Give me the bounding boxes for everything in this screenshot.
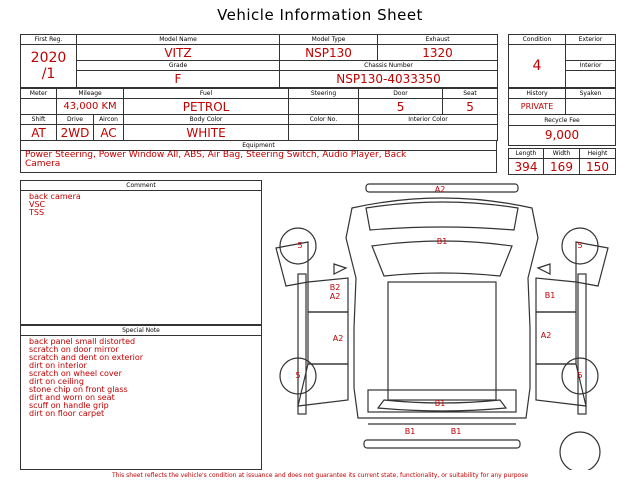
mark-right-front-door: B1 (544, 291, 556, 300)
history-value: PRIVATE (509, 99, 566, 115)
model-name-value: VITZ (77, 45, 280, 61)
special-note-label: Special Note (21, 326, 261, 336)
equipment-line-2: Camera (25, 159, 61, 169)
special-note-line: stone chip on front glass (29, 385, 128, 394)
car-damage-diagram (268, 178, 620, 470)
grade-label: Grade (77, 61, 280, 71)
shift-label: Shift (21, 115, 57, 125)
mark-wheel-fr: 5 (577, 241, 583, 250)
equipment-box (20, 140, 497, 173)
condition-value: 4 (509, 45, 566, 88)
roof-outline (388, 282, 496, 400)
exhaust-value: 1320 (378, 45, 498, 61)
meter-label: Meter (21, 89, 57, 99)
spec-table (20, 88, 498, 141)
aircon-label: Aircon (94, 115, 124, 125)
mark-left-front-door-2: A2 (329, 292, 341, 301)
drive-label: Drive (57, 115, 94, 125)
rear-bumper-outline (364, 440, 520, 448)
height-value: 150 (580, 159, 616, 175)
right-mirror-outline (538, 264, 550, 274)
height-label: Height (580, 149, 616, 159)
right-front-door-outline (536, 278, 576, 312)
special-note-line: scuff on handle grip (29, 401, 109, 410)
steering-label: Steering (289, 89, 359, 99)
mark-left-front-door-1: B2 (329, 283, 341, 292)
mark-trunk: B1 (434, 399, 446, 408)
body-color-label: Body Color (124, 115, 289, 125)
history-label: History (509, 89, 566, 99)
length-value: 394 (509, 159, 544, 175)
mark-wheel-fl: 5 (297, 241, 303, 250)
special-note-line: dirt on ceiling (29, 377, 84, 386)
mileage-value: 43,000 KM (57, 99, 124, 115)
special-note-box (20, 325, 262, 470)
equipment-line-1: Power Steering, Power Window All, ABS, Air Bag, Steering Switch, Audio Player, Back (25, 150, 407, 160)
left-mirror-outline (334, 264, 346, 274)
comment-line: VSC (29, 200, 46, 209)
mark-hood: B1 (436, 237, 448, 246)
seat-label: Seat (443, 89, 498, 99)
model-name-label: Model Name (77, 35, 280, 45)
mark-left-rear-door: A2 (332, 334, 344, 343)
special-note-line: back panel small distorted (29, 337, 136, 346)
body-color-value: WHITE (124, 125, 289, 141)
seat-value: 5 (443, 99, 498, 115)
spare-tire-outline (560, 432, 600, 470)
drive-value: 2WD (57, 125, 94, 141)
body-outline (346, 198, 538, 418)
special-note-line: scratch and dent on exterior (29, 353, 144, 362)
interior-color-label: Interior Color (359, 115, 498, 125)
history-table (508, 88, 616, 146)
first-reg-value (21, 45, 77, 88)
equipment-label: Equipment (21, 141, 496, 151)
sheet-title: Vehicle Information Sheet (217, 6, 423, 24)
chassis-label: Chassis Number (280, 61, 498, 71)
mileage-label: Mileage (57, 89, 124, 99)
mark-front: A2 (434, 185, 446, 194)
left-fender-outline (276, 242, 308, 286)
comment-label: Comment (21, 181, 261, 191)
color-no-label: Color No. (289, 115, 359, 125)
fuel-label: Fuel (124, 89, 289, 99)
dimensions-table (508, 148, 616, 175)
length-label: Length (509, 149, 544, 159)
mark-rear-bumper-2: B1 (450, 427, 462, 436)
syaken-label: Syaken (566, 89, 616, 99)
mark-right-rear-door: A2 (540, 331, 552, 340)
model-type-label: Model Type (280, 35, 378, 45)
hood-outline (366, 202, 518, 230)
special-note-line: dirt on interior (29, 361, 87, 370)
special-note-line: dirt on floor carpet (29, 409, 105, 418)
door-label: Door (359, 89, 443, 99)
comment-box (20, 180, 262, 325)
mark-rear-bumper-1: B1 (404, 427, 416, 436)
mark-wheel-rl: 5 (295, 371, 301, 380)
special-note-line: scratch on wheel cover (29, 369, 122, 378)
aircon-value: AC (94, 125, 124, 141)
width-value: 169 (544, 159, 580, 175)
comment-line: TSS (29, 208, 45, 217)
chassis-value: NSP130-4033350 (280, 71, 498, 88)
interior-label: Interior (566, 61, 616, 71)
condition-table (508, 34, 616, 88)
door-value: 5 (359, 99, 443, 115)
comment-line: back camera (29, 192, 81, 201)
exterior-label: Exterior (566, 35, 616, 45)
shift-value: AT (21, 125, 57, 141)
grade-value: F (77, 71, 280, 88)
special-note-line: dirt and worn on seat (29, 393, 115, 402)
disclaimer-footer: This sheet reflects the vehicle's condition at issuance and does not guarantee its current state, functionality, or suitability for any purpose (111, 472, 529, 479)
first-reg-month: /1 (41, 66, 56, 82)
windshield-outline (372, 241, 512, 276)
mark-wheel-rr: 5 (577, 371, 583, 380)
header-table (20, 34, 498, 88)
width-label: Width (544, 149, 580, 159)
left-front-door-outline (308, 278, 348, 312)
exhaust-label: Exhaust (378, 35, 498, 45)
condition-label: Condition (509, 35, 566, 45)
recycle-fee-value: 9,000 (509, 125, 616, 145)
special-note-line: scratch on door mirror (29, 345, 119, 354)
first-reg-label: First Reg. (21, 35, 77, 45)
fuel-value: PETROL (124, 99, 289, 115)
model-type-value: NSP130 (280, 45, 378, 61)
first-reg-year: 2020 (30, 50, 67, 66)
recycle-fee-label: Recycle Fee (509, 115, 616, 125)
